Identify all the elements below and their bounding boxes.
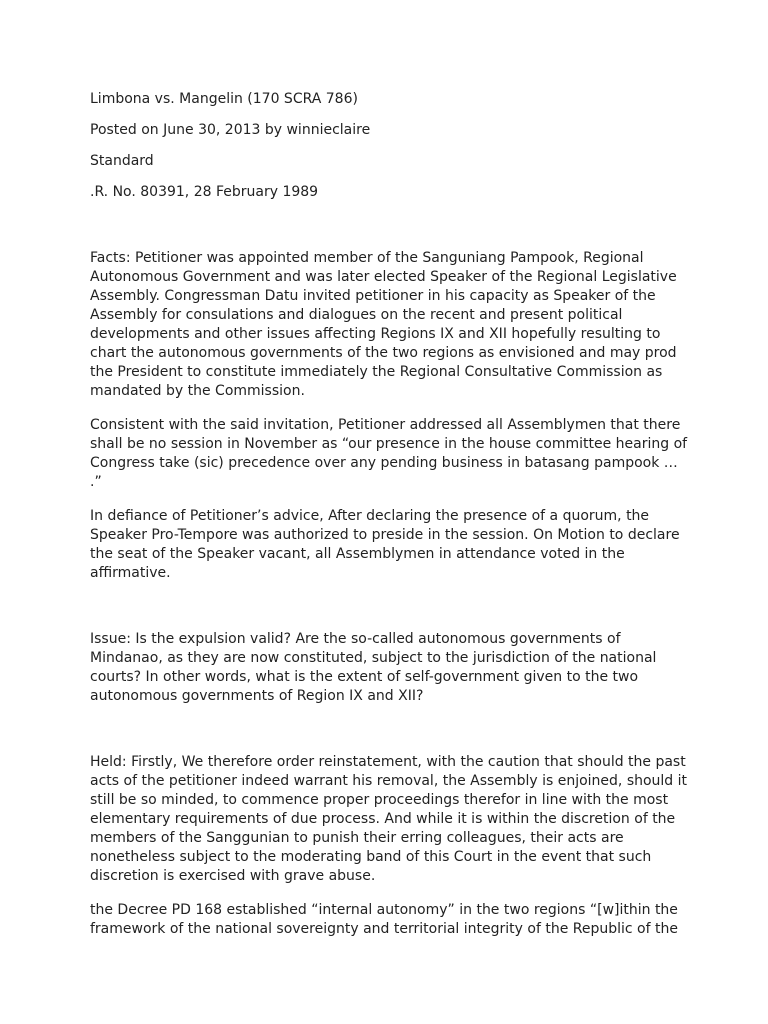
held-paragraph: Held: Firstly, We therefore order reinstatement, with the caution that should the past acts of the petitioner indeed warrant his removal, the Assembly is enjoined, should it still be so minded, to commence proper proceedings therefor in line with the most elementary requirements of due process. And while it is within the discretion of the members of the Sanggunian to punish their erring colleagues, their acts are nonetheless subject to the moderating band of this Court in the event that such discretion is exercised with grave abuse. (90, 754, 688, 884)
document-title: Limbona vs. Mangelin (170 SCRA 786) (90, 91, 358, 107)
category-label: Standard (90, 153, 154, 169)
facts-paragraph: Facts: Petitioner was appointed member of the Sanguniang Pampook, Regional Autonomous Government and was later elected Speaker of the Regional Legislative Assembly. Congressman Datu invited petitioner in his capacity as Speaker of the Assembly for consulations and dialogues on the recent and present political developments and other issues affecting Regions IX and XII hopefully resulting to chart the autonomous governments of the two regions as envisioned and may prod the President to constitute immediately the Regional Consultative Commission as mandated by the Commission. (90, 250, 677, 399)
defiance-paragraph: In defiance of Petitioner’s advice, After declaring the presence of a quorum, the Speaker Pro-Tempore was authorized to preside in the session. On Motion to declare the seat of the Speaker vacant, all Assemblymen in attendance voted in the affirmative. (90, 508, 680, 581)
issue-paragraph: Issue: Is the expulsion valid? Are the so-called autonomous governments of Mindanao, as they are now constituted, subject to the jurisdiction of the national courts? In other words, what is the extent of self-government given to the two autonomous governments of Region IX and XII? (90, 631, 657, 704)
posted-line: Posted on June 30, 2013 by winnieclaire (90, 122, 371, 138)
document-page (90, 90, 690, 939)
case-number: .R. No. 80391, 28 February 1989 (90, 184, 319, 200)
invitation-paragraph: Consistent with the said invitation, Petitioner addressed all Assemblymen that there shall be no session in November as “our presence in the house committee hearing of Congress take (sic) precedence over any pending business in batasang pampook … .” (90, 417, 688, 490)
decree-paragraph: the Decree PD 168 established “internal autonomy” in the two regions “[w]ithin the framework of the national sovereignty and territorial integrity of the Republic of the (90, 902, 678, 937)
